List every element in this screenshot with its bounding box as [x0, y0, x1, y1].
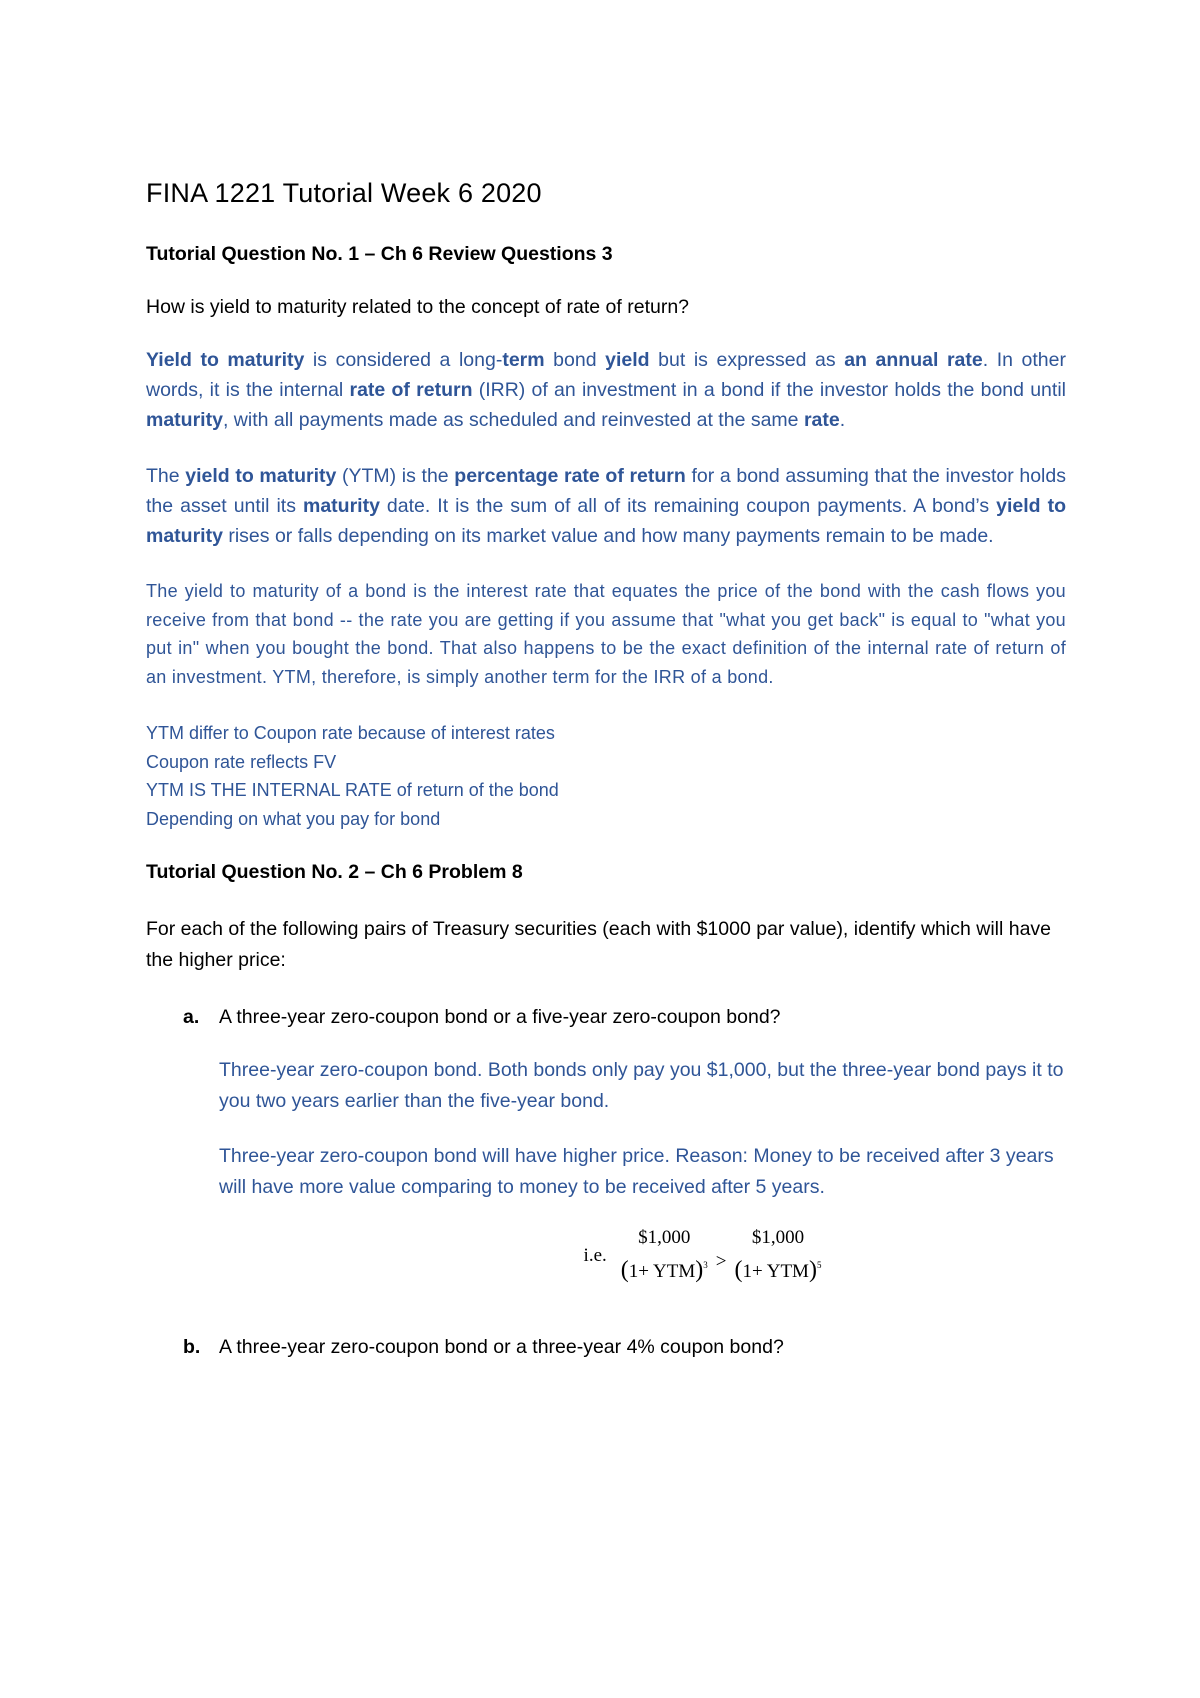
- formula-numerator: $1,000: [638, 1227, 691, 1248]
- note-line: YTM IS THE INTERNAL RATE of return of the bond: [146, 780, 559, 800]
- answer-1-notes: [146, 719, 1066, 833]
- answer-1-paragraph-1: Yield to maturity is considered a long-term bond yield but is expressed as an annual rate. In other words, it is the internal rate of return (IRR) of an investment in a bond if the investor holds the bond until maturity, with all payments made as scheduled and reinvested at the same rate.: [146, 349, 1066, 431]
- document-page: [146, 178, 1066, 1385]
- price-comparison-formula: [219, 1227, 1066, 1284]
- question-2-heading: Tutorial Question No. 2 – Ch 6 Problem 8: [146, 861, 523, 883]
- question-2-intro: For each of the following pairs of Treasury securities (each with $1000 par value), identify which will have the higher price:: [146, 918, 1052, 971]
- note-line: Coupon rate reflects FV: [146, 751, 337, 772]
- sub-answer-a-1: Three-year zero-coupon bond. Both bonds only pay you $1,000, but the three-year bond pays it to you two years earlier than the five-year bond.: [219, 1059, 1064, 1112]
- formula-ie: i.e.: [583, 1244, 607, 1266]
- sub-question-b-letter: b.: [183, 1336, 201, 1358]
- formula-numerator: $1,000: [751, 1227, 805, 1248]
- question-1-text: How is yield to maturity related to the concept of rate of return?: [146, 296, 690, 318]
- sub-question-a-text: a. A three-year zero-coupon bond or a five-year zero-coupon bond?: [183, 1006, 781, 1028]
- sub-answer-a-2: Three-year zero-coupon bond will have higher price. Reason: Money to be received after 3 years will have more value comparing to money to be received after 5 years.: [219, 1145, 1054, 1198]
- answer-1-paragraph-3: The yield to maturity of a bond is the interest rate that equates the price of the bond with the cash flows you receive from that bond -- the rate you are getting if you assume that "what you get back" is equal to "what you put in" when you bought the bond. That also happens to be the exact definition of the internal rate of return of an investment. YTM, therefore, is simply another term for the IRR of a bond.: [146, 581, 1066, 687]
- note-line: YTM differ to Coupon rate because of interest rates: [146, 723, 555, 743]
- sub-question-b-text: b. A three-year zero-coupon bond or a three-year 4% coupon bond?: [183, 1336, 784, 1358]
- answer-1-paragraph-2: The yield to maturity (YTM) is the percentage rate of return for a bond assuming that the investor holds the asset until its maturity date. It is the sum of all of its remaining coupon payments. A bond’s yield to maturity rises or falls depending on its market value and how many payments remain to be made.: [146, 465, 1066, 547]
- formula-fraction-3yr: [621, 1227, 708, 1284]
- sub-question-a: [146, 1006, 1066, 1359]
- formula-denominator: (1+ YTM)$^5$: [734, 1257, 822, 1283]
- formula-fraction-5yr: [734, 1227, 821, 1284]
- sub-question-a-letter: a.: [183, 1006, 200, 1028]
- note-line: Depending on what you pay for bond: [146, 808, 441, 829]
- formula-greater-than: >: [715, 1250, 727, 1272]
- question-1-heading: Tutorial Question No. 1 – Ch 6 Review Questions 3: [146, 243, 613, 265]
- formula-denominator: (1+ YTM)$^3$: [620, 1257, 708, 1283]
- document-title: FINA 1221 Tutorial Week 6 2020: [146, 178, 542, 208]
